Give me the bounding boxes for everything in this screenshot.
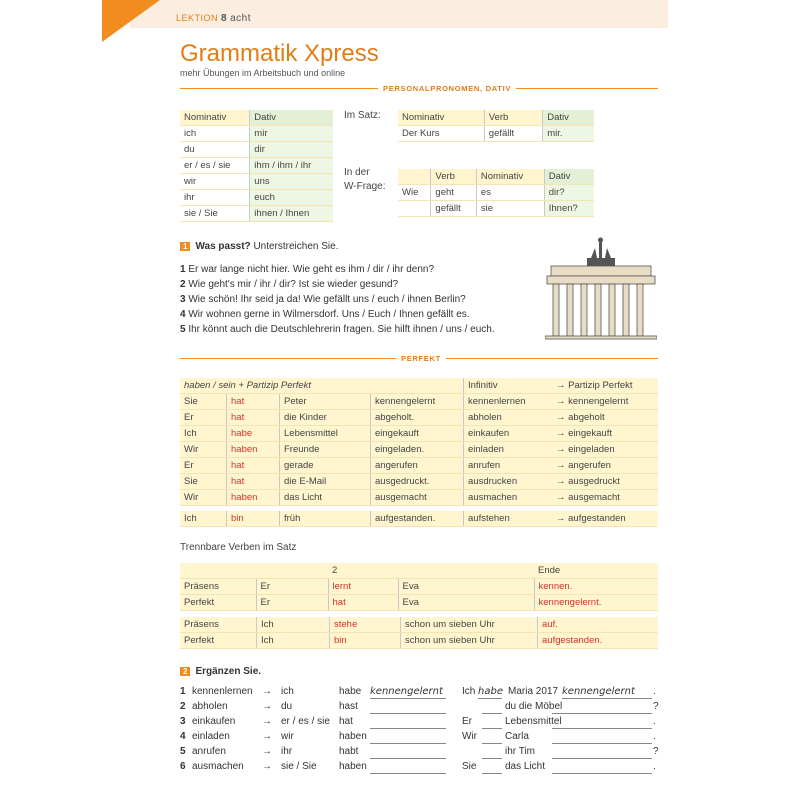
col-header: Nominativ [180,110,250,126]
gate-column [595,284,601,336]
item-number: 6 [180,761,186,772]
item-number: 5 [180,324,186,335]
exercise-1-item [180,324,495,335]
arrow: → [262,761,272,772]
item-text: Wie schön! Ihr seid ja da! Wie gefällt uns / euch / ihnen Berlin? [188,294,466,305]
cell: Wie [398,185,431,201]
exercise-1-item [180,309,470,320]
arrow: → [262,686,272,697]
page-title: Grammatik Xpress [180,40,379,67]
sentence-end: . [653,716,656,727]
cell: wir [180,174,250,190]
sentence-middle: du die Möbel [505,701,563,712]
cell: → abgeholt [552,410,658,426]
gate-column [623,284,629,336]
item-number: 2 [180,279,186,290]
auxiliary: haben [339,761,367,772]
gate-column [553,284,559,336]
exercise-1-item [180,264,434,275]
wfrage-label [344,166,386,194]
cell: hat [227,410,280,426]
cell: ihr [180,190,250,206]
header-corner-tab [102,0,160,42]
cell: angerufen [371,458,464,474]
table-row [180,579,658,595]
trennbar-title: Trennbare Verben im Satz [180,542,297,553]
cell: → aufgestanden [552,511,658,527]
table-row [180,458,658,474]
auxiliary: haben [339,731,367,742]
brandenburg-gate-illustration [545,236,657,340]
cell: Wir [180,442,227,458]
verb-infinitive: einkaufen [192,716,236,727]
col-header: Nominativ [398,110,484,126]
exercise-instruction: Ergänzen Sie. [195,666,262,677]
gate-base [545,336,657,339]
item-text: Er war lange nicht hier. Wie geht es ihm / dir / ihr denn? [188,264,435,275]
cell: das Licht [280,490,371,506]
cell: euch [250,190,333,206]
sentence-subject: Ich [462,686,476,697]
cell: du [180,142,250,158]
cell: ich [180,126,250,142]
col-header: Dativ [543,110,594,126]
answer-blank[interactable] [552,731,652,744]
page-subtitle: mehr Übungen im Arbeitsbuch und online [180,68,346,78]
table-row [180,426,658,442]
lesson-header [176,13,251,24]
item-text: Wie geht's mir / ihr / dir? Ist sie wieder gesund? [188,279,399,290]
cell: Ich [257,633,330,649]
cell: hat [227,474,280,490]
item-text: Wir wohnen gerne in Wilmersdorf. Uns / Euch / Ihnen gefällt es. [188,309,470,320]
verb-infinitive: kennenlernen [192,686,253,697]
cell: aufstehen [464,511,553,527]
cell: sie [476,201,544,217]
answer-blank[interactable] [552,761,652,774]
verb-infinitive: einladen [192,731,230,742]
cell: abholen [464,410,553,426]
cell: lernt [328,579,398,595]
verb-infinitive: ausmachen [192,761,244,772]
item-number: 1 [180,264,186,275]
answer-blank[interactable] [370,746,446,759]
answer-blank[interactable] [482,746,502,759]
table-row [180,633,658,649]
table-row [180,442,658,458]
satz-table [398,110,594,142]
cell: sie / Sie [180,206,250,222]
cell: abgeholt. [371,410,464,426]
cell: gerade [280,458,371,474]
cell: ausgedruckt. [371,474,464,490]
cell [398,201,431,217]
exercise-1-heading [180,241,338,252]
lesson-number: 8 [221,13,228,24]
cell: Der Kurs [398,126,484,142]
answer-blank[interactable] [370,731,446,744]
answer-blank[interactable] [482,731,502,744]
auxiliary: hat [339,716,353,727]
cell: die Kinder [280,410,371,426]
gate-column [637,284,643,336]
cell: aufgestanden. [538,633,659,649]
sentence-middle: ihr Tim [505,746,535,757]
cell: stehe [330,617,401,633]
cell: → kennengelernt [552,394,658,410]
col-header: Infinitiv [464,378,553,394]
quadriga [587,238,615,267]
answer-blank[interactable]: kennengelernt [562,686,652,699]
cell: schon um sieben Uhr [401,617,538,633]
cell: hat [227,458,280,474]
cell: gefällt [484,126,542,142]
cell: die E-Mail [280,474,371,490]
perfekt-sein-table [180,511,658,527]
cell: kennengelernt [371,394,464,410]
answer-blank[interactable]: habe [478,686,503,697]
trennbar-table-1 [180,563,658,611]
col-header: haben / sein + Partizip Perfekt [180,378,464,394]
sentence-end: . [653,731,656,742]
cell: eingekauft [371,426,464,442]
cell: → ausgedruckt [552,474,658,490]
answer-blank[interactable] [370,761,446,774]
gate-attic [551,266,651,276]
col-header: 2 [328,563,398,579]
sentence-subject: Sie [462,761,477,772]
item-text: Ihr könnt auch die Deutschlehrerin fragen. Sie hilft ihnen / uns / euch. [188,324,495,335]
col-header: Verb [484,110,542,126]
cell: hat [227,394,280,410]
cell: ausgemacht [371,490,464,506]
cell: früh [280,511,371,527]
answer-blank[interactable] [370,701,446,714]
exercise-instruction-rest: Unterstreichen Sie. [253,241,339,252]
exercise-number-badge: 2 [180,667,190,676]
lesson-label: LEKTION [176,13,219,23]
col-header: Verb [431,169,476,185]
cell: mir. [543,126,594,142]
cell: Lebensmittel [280,426,371,442]
exercise-1-item [180,279,398,290]
trennbar-table-2 [180,617,658,649]
cell: Er [256,595,328,611]
cell: gefällt [431,201,476,217]
col-header: Dativ [250,110,333,126]
pronoun: sie / Sie [281,761,317,772]
answer-blank[interactable] [552,746,652,759]
perfekt-table [180,378,658,506]
cell: → eingeladen [552,442,658,458]
cell: bin [330,633,401,649]
cell: Eva [398,579,534,595]
item-number: 1 [180,686,186,697]
cell: Sie [180,474,227,490]
cell: Er [180,458,227,474]
cell: auf. [538,617,659,633]
sentence-middle: das Licht [505,761,546,772]
exercise-1-item [180,294,466,305]
table-row [180,511,658,527]
item-number: 3 [180,294,186,305]
cell: Perfekt [180,633,257,649]
gate-entablature [547,276,655,284]
sentence-subject: Er [462,716,472,727]
item-number: 2 [180,701,186,712]
arrow: → [262,746,272,757]
arrow: → [262,701,272,712]
cell: haben [227,490,280,506]
cell: eingeladen. [371,442,464,458]
col-header: Ende [534,563,658,579]
cell: kennenlernen [464,394,553,410]
exercise-2-heading [180,666,261,677]
cell: aufgestanden. [371,511,464,527]
cell: Ich [180,511,227,527]
cell: bin [227,511,280,527]
answer-blank[interactable] [552,701,652,714]
cell: Er [180,410,227,426]
pronoun: ich [281,686,294,697]
cell: anrufen [464,458,553,474]
cell: uns [250,174,333,190]
cell: Wir [180,490,227,506]
item-number: 4 [180,309,186,320]
gate-column [567,284,573,336]
cell: → ausgemacht [552,490,658,506]
table-row [180,595,658,611]
cell: einkaufen [464,426,553,442]
wfrage-table [398,169,594,217]
cell: ausdrucken [464,474,553,490]
table-row [180,474,658,490]
cell: er / es / sie [180,158,250,174]
cell: Präsens [180,617,257,633]
cell: Sie [180,394,227,410]
arrow: → [262,716,272,727]
item-number: 3 [180,716,186,727]
gate-column [581,284,587,336]
col-header: Dativ [544,169,594,185]
cell: dir? [544,185,594,201]
cell: dir [250,142,333,158]
sentence-middle: Lebensmittel [505,716,562,727]
table-row [180,410,658,426]
cell: ihnen / Ihnen [250,206,333,222]
cell: Ich [180,426,227,442]
cell: Freunde [280,442,371,458]
cell: mir [250,126,333,142]
answer-blank[interactable] [482,701,502,714]
sentence-middle: Maria 2017 [508,686,559,697]
pronoun: er / es / sie [281,716,330,727]
cell: Peter [280,394,371,410]
verb-infinitive: anrufen [192,746,226,757]
item-number: 5 [180,746,186,757]
cell: ihm / ihm / ihr [250,158,333,174]
auxiliary: hast [339,701,358,712]
cell: kennengelernt. [534,595,658,611]
sentence-end: ? [653,701,659,712]
sentence-subject: Wir [462,731,477,742]
wfrage-label-line1: In der [344,167,370,178]
cell: Eva [398,595,534,611]
table-row [180,490,658,506]
cell: es [476,185,544,201]
col-header: Nominativ [476,169,544,185]
item-number: 4 [180,731,186,742]
satz-label: Im Satz: [344,110,381,121]
cell: einladen [464,442,553,458]
arrow: → [262,731,272,742]
answer-blank[interactable] [370,716,446,729]
pronoun: ihr [281,746,293,757]
answer-blank[interactable] [552,716,652,729]
table-row [180,617,658,633]
lesson-title: acht [230,13,252,24]
auxiliary: habe [339,686,362,697]
cell: schon um sieben Uhr [401,633,538,649]
sentence-end: ? [653,746,659,757]
cell: → eingekauft [552,426,658,442]
cell: Perfekt [180,595,256,611]
cell: haben [227,442,280,458]
cell: habe [227,426,280,442]
pronoun-table [180,110,333,222]
answer-blank[interactable] [482,716,502,729]
verb-infinitive: abholen [192,701,228,712]
cell: Ihnen? [544,201,594,217]
cell: hat [328,595,398,611]
cell: → angerufen [552,458,658,474]
section-label-dativ: PERSONALPRONOMEN, DATIV [378,84,516,93]
table-row [180,394,658,410]
cell: ausmachen [464,490,553,506]
cell: Ich [257,617,330,633]
sentence-end: . [653,761,656,772]
exercise-instruction: Was passt? [195,241,251,252]
gate-column [609,284,615,336]
cell: kennen. [534,579,658,595]
cell: Er [256,579,328,595]
wfrage-label-line2: W-Frage: [344,181,386,192]
cell: geht [431,185,476,201]
pronoun: du [281,701,293,712]
answer-blank[interactable] [482,761,502,774]
section-label-perfekt: PERFEKT [396,354,446,363]
pronoun: wir [281,731,294,742]
answer-blank[interactable]: kennengelernt [370,686,446,699]
col-header: → Partizip Perfekt [552,378,658,394]
cell: Präsens [180,579,256,595]
auxiliary: habt [339,746,359,757]
sentence-end: . [653,686,656,697]
sentence-middle: Carla [505,731,529,742]
exercise-number-badge: 1 [180,242,190,251]
